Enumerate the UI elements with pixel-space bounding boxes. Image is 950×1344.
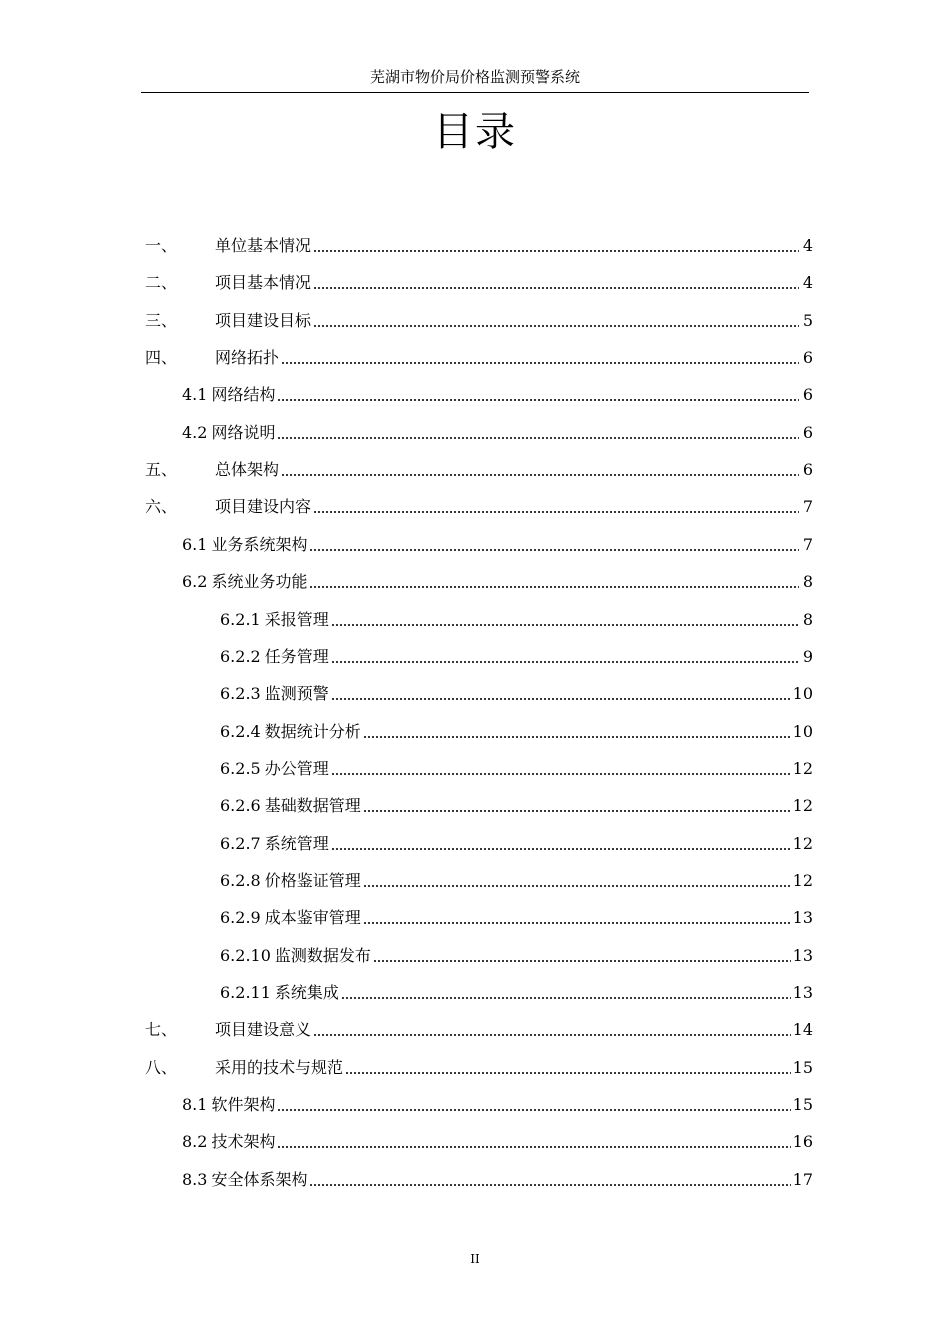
toc-entry-label: 办公管理 <box>264 759 329 778</box>
toc-entry-page: 6 <box>802 385 813 404</box>
toc-entry-number: 4.1 <box>182 385 208 404</box>
toc-entry-number: 6.2.7 <box>220 834 261 853</box>
toc-entry-number: 六、 <box>145 497 178 516</box>
toc-entry-number: 6.2.1 <box>220 610 261 629</box>
toc-entry-number: 6.2.6 <box>220 796 261 815</box>
toc-entry-label: 任务管理 <box>264 647 329 666</box>
toc-entry-label: 项目建设目标 <box>215 311 312 330</box>
dot-leader <box>313 510 799 514</box>
toc-entry-page: 4 <box>802 236 813 255</box>
toc-entry-number: 6.2.8 <box>220 871 261 890</box>
toc-entry-number: 五、 <box>145 460 178 479</box>
toc-entry[interactable] <box>182 381 813 407</box>
dot-leader <box>277 1108 790 1112</box>
toc-entry[interactable] <box>145 232 813 258</box>
toc-entry-number: 七、 <box>145 1020 178 1039</box>
toc-entry[interactable] <box>145 1016 813 1042</box>
page-number: II <box>470 1252 480 1266</box>
toc-entry-page: 9 <box>802 647 813 666</box>
toc-entry-number: 6.2.9 <box>220 908 261 927</box>
toc-entry-page: 12 <box>792 871 813 890</box>
toc-entry-number: 三、 <box>145 311 178 330</box>
toc-entry-label: 系统业务功能 <box>211 572 308 591</box>
dot-leader <box>309 548 799 552</box>
dot-leader <box>309 585 799 589</box>
toc-entry-number: 四、 <box>145 348 178 367</box>
toc-entry[interactable] <box>145 493 813 519</box>
toc-entry-label: 项目基本情况 <box>215 273 312 292</box>
toc-entry-page: 8 <box>802 610 813 629</box>
dot-leader <box>345 1071 791 1075</box>
toc-entry-page: 14 <box>792 1020 813 1039</box>
toc-entry[interactable] <box>145 456 813 482</box>
toc-entry-label: 监测数据发布 <box>274 946 371 965</box>
toc-entry-number: 8.1 <box>182 1095 208 1114</box>
toc-entry[interactable] <box>220 979 813 1005</box>
toc-entry-page: 6 <box>802 348 813 367</box>
toc-entry[interactable] <box>182 568 813 594</box>
dot-leader <box>363 884 791 888</box>
dot-leader <box>341 996 791 1000</box>
toc-entry[interactable] <box>182 1091 813 1117</box>
toc-entry-page: 12 <box>792 796 813 815</box>
dot-leader <box>281 361 799 365</box>
dot-leader <box>363 735 791 739</box>
toc-entry-number: 8.2 <box>182 1132 208 1151</box>
dot-leader <box>309 1183 790 1187</box>
toc-entry-label: 单位基本情况 <box>215 236 312 255</box>
toc-entry-label: 总体架构 <box>215 460 280 479</box>
toc-entry-label: 系统集成 <box>274 983 339 1002</box>
toc-entry-label: 安全体系架构 <box>211 1170 308 1189</box>
toc-entry-page: 10 <box>792 722 813 741</box>
toc-entry-label: 项目建设意义 <box>215 1020 312 1039</box>
dot-leader <box>313 324 799 328</box>
running-header: 芜湖市物价局价格监测预警系统 <box>141 66 809 93</box>
toc-entry-page: 15 <box>792 1058 813 1077</box>
toc-entry-label: 成本鉴审管理 <box>264 908 361 927</box>
toc-entry[interactable] <box>220 755 813 781</box>
toc-entry-page: 17 <box>792 1170 813 1189</box>
dot-leader <box>373 959 791 963</box>
dot-leader <box>281 473 799 477</box>
toc-entry[interactable] <box>182 419 813 445</box>
toc-entry[interactable] <box>220 792 813 818</box>
dot-leader <box>313 249 799 253</box>
toc-entry-label: 技术架构 <box>211 1132 276 1151</box>
toc-entry-page: 13 <box>792 946 813 965</box>
toc-entry-number: 6.2.4 <box>220 722 261 741</box>
dot-leader <box>363 809 791 813</box>
toc-entry-number: 4.2 <box>182 423 208 442</box>
dot-leader <box>313 286 799 290</box>
toc-entry-label: 采用的技术与规范 <box>215 1058 344 1077</box>
toc-title: 目录 <box>433 109 517 155</box>
toc-entry-number: 6.2.11 <box>220 983 271 1002</box>
toc-entry-page: 12 <box>792 834 813 853</box>
toc-entry-page: 16 <box>792 1132 813 1151</box>
toc-entry[interactable] <box>182 1166 813 1192</box>
toc-entry[interactable] <box>220 680 813 706</box>
toc-entry-label: 基础数据管理 <box>264 796 361 815</box>
toc-entry-number: 6.2.5 <box>220 759 261 778</box>
toc-entry-label: 项目建设内容 <box>215 497 312 516</box>
toc-entry-number: 8.3 <box>182 1170 208 1189</box>
toc-entry[interactable] <box>145 344 813 370</box>
dot-leader <box>331 660 799 664</box>
dot-leader <box>331 623 799 627</box>
toc-entry[interactable] <box>145 1054 813 1080</box>
toc-entry-label: 软件架构 <box>211 1095 276 1114</box>
dot-leader <box>313 1033 791 1037</box>
toc-entry-page: 12 <box>792 759 813 778</box>
toc-entry-label: 系统管理 <box>264 834 329 853</box>
toc-entry-number: 6.2.2 <box>220 647 261 666</box>
dot-leader <box>331 847 791 851</box>
toc-entry-label: 价格鉴证管理 <box>264 871 361 890</box>
toc-entry-number: 一、 <box>145 236 178 255</box>
toc-entry-page: 6 <box>802 423 813 442</box>
toc-entry-label: 业务系统架构 <box>211 535 308 554</box>
toc-entry-label: 采报管理 <box>264 610 329 629</box>
toc-entry-page: 10 <box>792 684 813 703</box>
toc-entry-label: 监测预警 <box>264 684 329 703</box>
toc-entry[interactable] <box>220 867 813 893</box>
dot-leader <box>277 436 799 440</box>
toc-entry-number: 6.1 <box>182 535 208 554</box>
toc-entry-label: 网络结构 <box>211 385 276 404</box>
toc-entry[interactable] <box>220 718 813 744</box>
dot-leader <box>331 772 791 776</box>
toc-entry-page: 4 <box>802 273 813 292</box>
toc-entry[interactable] <box>220 830 813 856</box>
toc-entry-page: 7 <box>802 497 813 516</box>
toc-entry[interactable] <box>145 269 813 295</box>
toc-entry-label: 网络说明 <box>211 423 276 442</box>
toc-entry-page: 8 <box>802 572 813 591</box>
dot-leader <box>363 921 791 925</box>
toc-entry-number: 6.2 <box>182 572 208 591</box>
toc-entry[interactable] <box>220 606 813 632</box>
dot-leader <box>331 697 791 701</box>
toc-entry[interactable] <box>220 942 813 968</box>
toc-entry[interactable] <box>182 1128 813 1154</box>
toc-entry-number: 6.2.3 <box>220 684 261 703</box>
toc-entry-label: 数据统计分析 <box>264 722 361 741</box>
toc-entry-number: 6.2.10 <box>220 946 271 965</box>
toc-entry-page: 6 <box>802 460 813 479</box>
toc-entry-page: 15 <box>792 1095 813 1114</box>
dot-leader <box>277 398 799 402</box>
toc-entry-page: 7 <box>802 535 813 554</box>
toc-entry-page: 13 <box>792 983 813 1002</box>
toc-entry[interactable] <box>145 307 813 333</box>
toc-entry[interactable] <box>220 904 813 930</box>
dot-leader <box>277 1145 790 1149</box>
toc-entry-page: 13 <box>792 908 813 927</box>
toc-entry-number: 八、 <box>145 1058 178 1077</box>
toc-entry[interactable] <box>220 643 813 669</box>
toc-entry-number: 二、 <box>145 273 178 292</box>
toc-entry-page: 5 <box>802 311 813 330</box>
toc-entry[interactable] <box>182 531 813 557</box>
toc-entry-label: 网络拓扑 <box>215 348 280 367</box>
